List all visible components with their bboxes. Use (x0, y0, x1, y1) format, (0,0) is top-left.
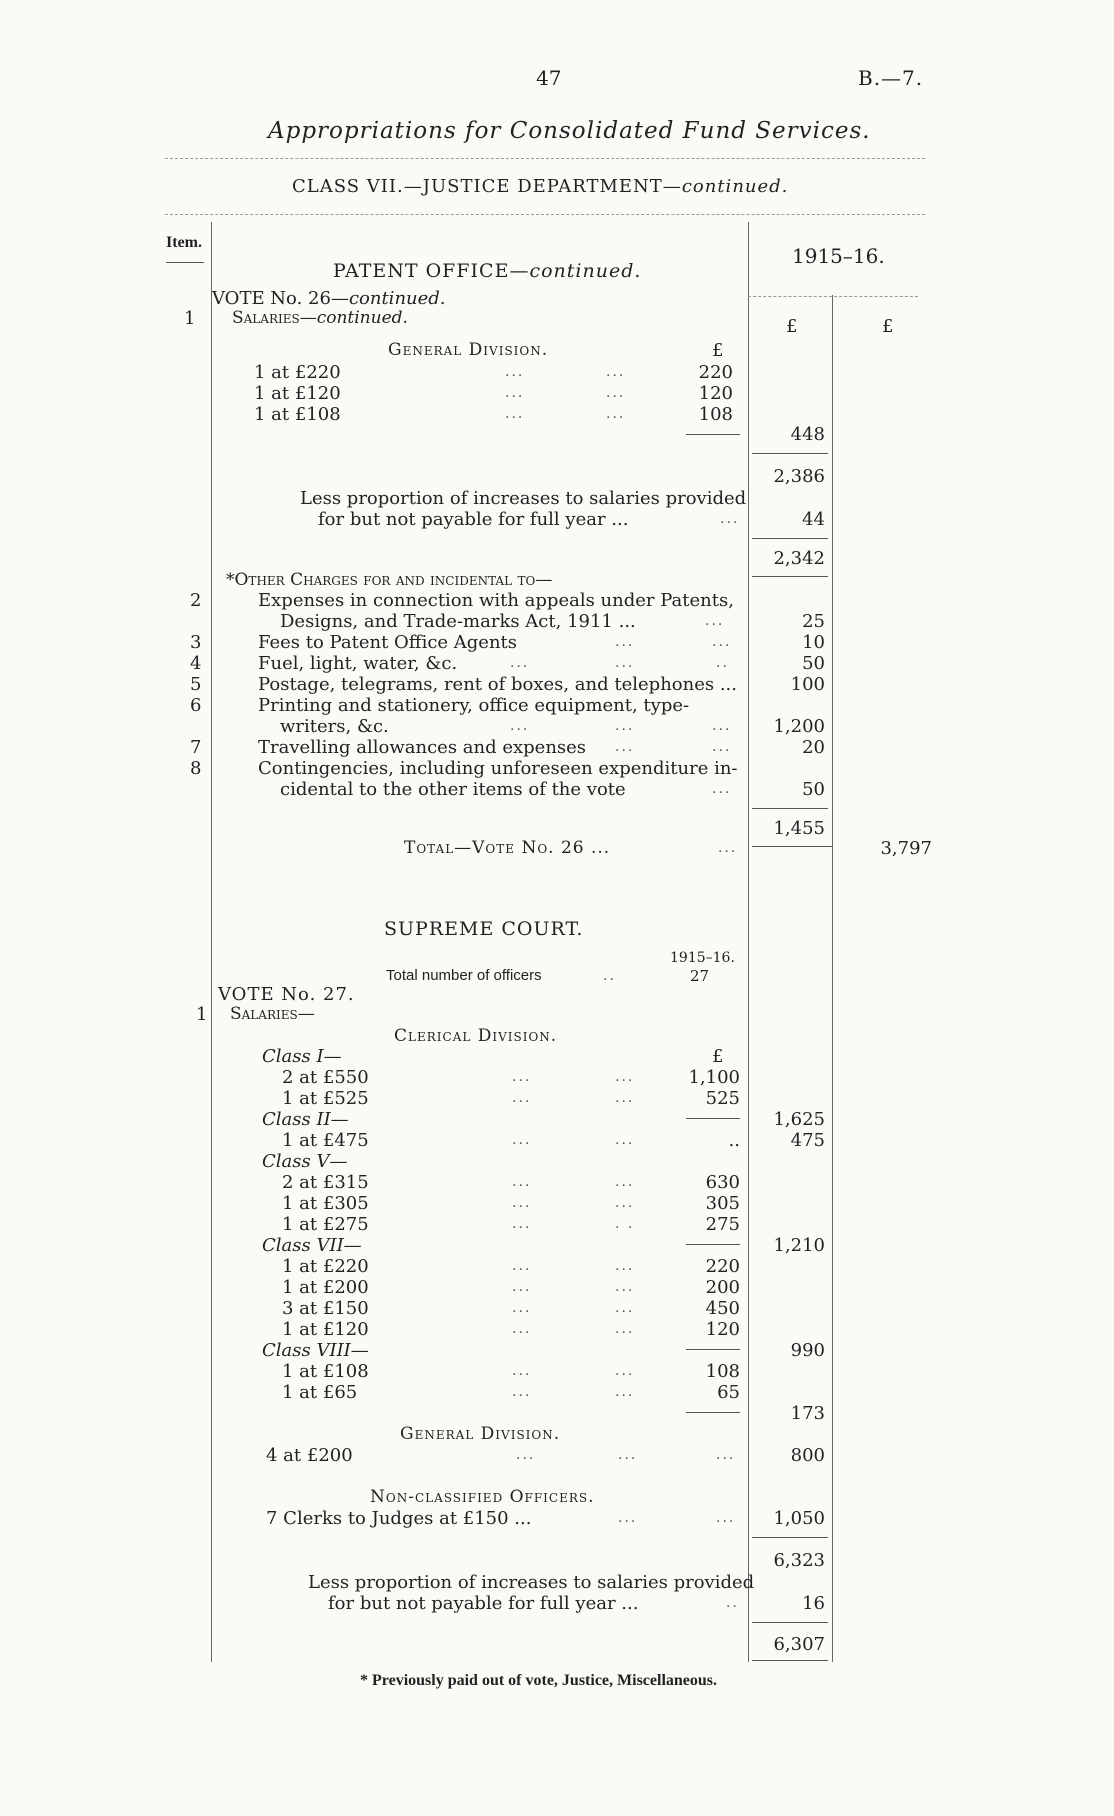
page-number: 47 (536, 66, 562, 90)
nonclassified-row-amount: 1,050 (773, 1508, 825, 1529)
class-vii-subtotal: 990 (790, 1340, 825, 1361)
class-i-subtotal: 1,625 (773, 1109, 825, 1130)
supreme-court-heading: SUPREME COURT. (384, 918, 584, 940)
class-row-label: 1 at £525 (282, 1088, 369, 1109)
class-row-amount: 305 (705, 1193, 740, 1214)
vote-26-total: 3,797 (880, 838, 932, 859)
other-item-number: 8 (190, 758, 202, 779)
patent-salaries-label (232, 308, 408, 328)
class-row-amount: 120 (705, 1319, 740, 1340)
other-item-amount: 10 (802, 632, 825, 653)
patent-row-label: 1 at £120 (254, 383, 341, 404)
other-charges-total: 1,455 (773, 818, 825, 839)
pound-column-1: £ (786, 316, 798, 337)
supreme-item-1: 1 (196, 1004, 208, 1025)
supreme-officers-label: Total number of officers (386, 967, 542, 984)
patent-heading-cont: continued. (529, 260, 642, 282)
class-vii-label: Class VII— (262, 1235, 362, 1256)
class-row-label: 1 at £475 (282, 1130, 369, 1151)
pound-column-2: £ (882, 316, 894, 337)
supreme-general-division: General Division. (400, 1424, 561, 1444)
other-item-text: Designs, and Trade-marks Act, 1911 ... (280, 611, 636, 632)
other-item-text: Fees to Patent Office Agents (258, 632, 518, 653)
class-row-label: 1 at £108 (282, 1361, 369, 1382)
patent-row-label: 1 at £220 (254, 362, 341, 383)
class-row-label: 2 at £550 (282, 1067, 369, 1088)
other-item-text: cidental to the other items of the vote (280, 779, 626, 800)
class-ii-subtotal: 475 (790, 1130, 825, 1151)
supreme-less-amount: 16 (802, 1593, 825, 1614)
patent-row-amount: 108 (698, 404, 733, 425)
class-i-label: Class I— (262, 1046, 342, 1067)
supreme-vote-label: VOTE No. 27. (218, 984, 355, 1005)
class-row-label: 1 at £305 (282, 1193, 369, 1214)
patent-less-line-1: Less proportion of increases to salaries provided (300, 488, 747, 509)
patent-net-salaries: 2,342 (773, 548, 825, 569)
patent-vote-cont: continued. (348, 288, 446, 309)
patent-heading-text: PATENT OFFICE— (333, 260, 530, 282)
supreme-officers-count: 27 (690, 967, 710, 985)
patent-row-amount: 120 (698, 383, 733, 404)
other-item-number: 3 (190, 632, 202, 653)
class-row-amount: 275 (705, 1214, 740, 1235)
other-charges-heading: *Other Charges for and incidental to— (226, 570, 553, 590)
patent-less-amount: 44 (802, 509, 825, 530)
other-item-amount: 50 (802, 653, 825, 674)
class-row-amount: 630 (705, 1172, 740, 1193)
class-row-label: 3 at £150 (282, 1298, 369, 1319)
class-row-amount: 1,100 (688, 1067, 740, 1088)
supreme-net-salaries: 6,307 (773, 1634, 825, 1655)
patent-less-line-2: for but not payable for full year ... (318, 509, 629, 530)
other-item-number: 2 (190, 590, 202, 611)
patent-vote-text: VOTE No. 26— (212, 288, 349, 309)
class-row-label: 1 at £65 (282, 1382, 358, 1403)
patent-vote-label (212, 288, 446, 309)
patent-salaries-cont: continued. (316, 308, 408, 328)
other-item-text: writers, &c. (280, 716, 389, 737)
class-v-subtotal: 1,210 (773, 1235, 825, 1256)
general-row-label: 4 at £200 (266, 1445, 353, 1466)
other-item-amount: 50 (802, 779, 825, 800)
class-row-amount: 525 (705, 1088, 740, 1109)
class-row-amount: 450 (705, 1298, 740, 1319)
other-item-text: Fuel, light, water, &c. (258, 653, 458, 674)
class-heading (292, 176, 788, 197)
other-item-amount: 20 (802, 737, 825, 758)
other-item-amount: 100 (790, 674, 825, 695)
class-row-amount: 200 (705, 1277, 740, 1298)
class-row-amount: 108 (705, 1361, 740, 1382)
patent-row-amount: 220 (698, 362, 733, 383)
other-item-text: Contingencies, including unforeseen expenditure in- (258, 758, 738, 779)
patent-row-label: 1 at £108 (254, 404, 341, 425)
patent-item-1: 1 (184, 308, 196, 329)
class-row-amount: 65 (717, 1382, 740, 1403)
class-viii-label: Class VIII— (262, 1340, 369, 1361)
patent-salary-subtotal: 448 (790, 424, 825, 445)
class-row-label: 1 at £220 (282, 1256, 369, 1277)
patent-office-heading (333, 260, 641, 282)
clerical-division-heading: Clerical Division. (394, 1026, 558, 1046)
other-item-text: Expenses in connection with appeals under Patents, (258, 590, 734, 611)
class-row-label: 1 at £120 (282, 1319, 369, 1340)
other-item-number: 5 (190, 674, 202, 695)
class-row-label: 1 at £275 (282, 1214, 369, 1235)
supreme-less-line-2: for but not payable for full year ... (328, 1593, 639, 1614)
class-heading-continued: continued. (681, 176, 789, 197)
patent-total-salaries: 2,386 (773, 466, 825, 487)
class-row-amount: 220 (705, 1256, 740, 1277)
class-row-label: 1 at £200 (282, 1277, 369, 1298)
page-title: Appropriations for Consolidated Fund Services. (268, 118, 871, 144)
other-item-number: 7 (190, 737, 202, 758)
footnote: * Previously paid out of vote, Justice, Miscellaneous. (360, 1672, 718, 1689)
supreme-pound-sign: £ (712, 1046, 724, 1067)
patent-pound-sign: £ (712, 340, 724, 361)
patent-salaries-text: Salaries— (232, 308, 317, 328)
other-item-text: Postage, telegrams, rent of boxes, and telephones ... (258, 674, 737, 695)
supreme-salaries-label: Salaries— (230, 1004, 315, 1024)
other-item-text: Printing and stationery, office equipment, type- (258, 695, 690, 716)
supreme-less-line-1: Less proportion of increases to salaries provided (308, 1572, 755, 1593)
other-item-amount: 25 (802, 611, 825, 632)
class-viii-subtotal: 173 (790, 1403, 825, 1424)
nonclassified-heading: Non-classified Officers. (370, 1487, 595, 1507)
year-column-header: 1915–16. (792, 244, 885, 268)
patent-general-division: General Division. (388, 340, 549, 360)
other-item-number: 6 (190, 695, 202, 716)
other-item-text: Travelling allowances and expenses (258, 737, 587, 758)
class-heading-text: CLASS VII.—JUSTICE DEPARTMENT— (292, 176, 682, 197)
general-row-amount: 800 (790, 1445, 825, 1466)
class-row-amount: .. (728, 1130, 740, 1151)
class-v-label: Class V— (262, 1151, 348, 1172)
supreme-officers-year: 1915–16. (670, 950, 735, 966)
class-ii-label: Class II— (262, 1109, 349, 1130)
other-item-amount: 1,200 (773, 716, 825, 737)
page-ref: B.—7. (858, 66, 924, 90)
vote-26-total-label: Total—Vote No. 26 ... (404, 838, 611, 858)
other-item-number: 4 (190, 653, 202, 674)
nonclassified-row-label: 7 Clerks to Judges at £150 ... (266, 1508, 532, 1529)
supreme-total-salaries: 6,323 (773, 1550, 825, 1571)
class-row-label: 2 at £315 (282, 1172, 369, 1193)
item-column-label: Item. (166, 234, 202, 251)
